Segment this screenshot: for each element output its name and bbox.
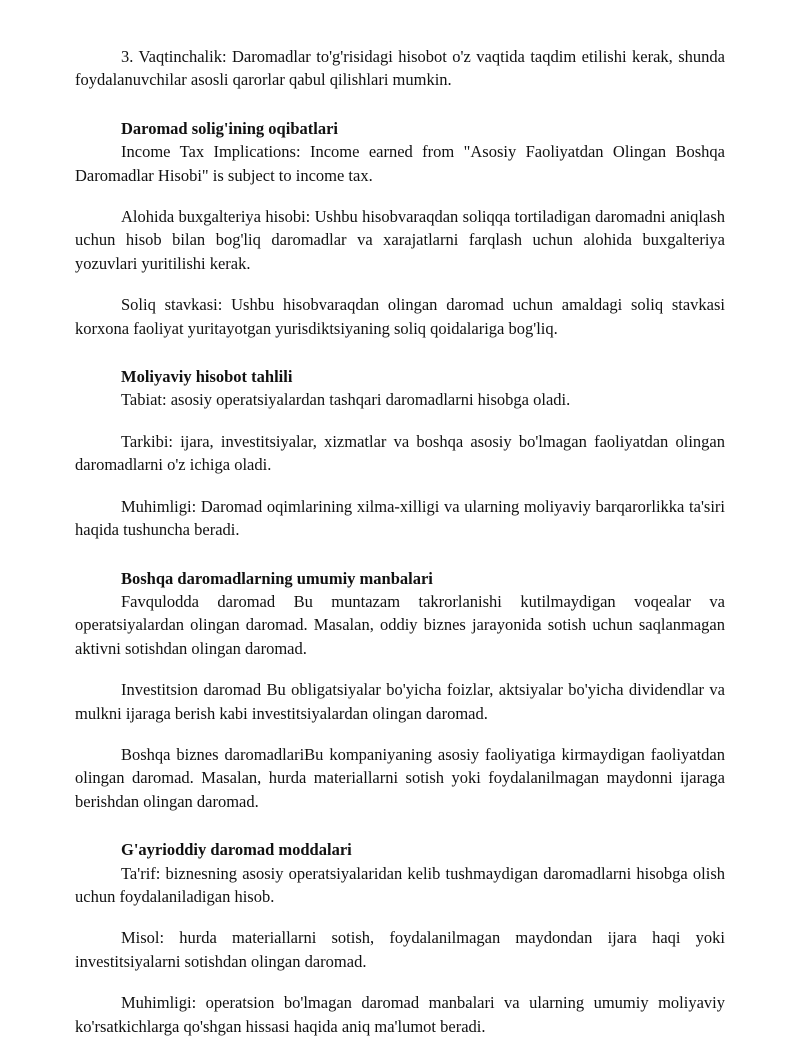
sources-heading: Boshqa daromadlarning umumiy manbalari: [121, 568, 433, 588]
tax-heading: Daromad solig'ining oqibatlari: [121, 118, 338, 138]
analysis-heading: Moliyaviy hisobot tahlili: [121, 367, 293, 387]
unusual-section: [75, 838, 725, 1038]
analysis-paragraph-1: Tabiat: asosiy operatsiyalardan tashqari daromadlarni hisobga oladi.: [121, 390, 571, 410]
sources-paragraph-3: Boshqa biznes daromadlariBu kompaniyaning asosiy faoliyatiga kirmaydigan faoliyatdan olingan daromad. Masalan, hurda materiallarni sotish yoki foydalanilmagan maydonni ijaraga berishdan olingan daromad.: [75, 744, 725, 811]
unusual-paragraph-3: Muhimligi: operatsion bo'lmagan daromad manbalari va ularning umumiy moliyaviy ko'rsatkichlarga qo'shgan hissasi haqida aniq ma'lumot beradi.: [75, 993, 725, 1036]
intro-paragraph: 3. Vaqtinchalik: Daromadlar to'g'risidagi hisobot o'z vaqtida taqdim etilishi kerak, shunda foydalanuvchilar asosli qarorlar qabul qilishlari mumkin.: [75, 47, 725, 90]
analysis-section: [75, 365, 725, 541]
tax-section: [75, 117, 725, 340]
tax-paragraph-1: Income Tax Implications: Income earned from "Asosiy Faoliyatdan Olingan Boshqa Daromadlar Hisobi" is subject to income tax.: [75, 142, 725, 185]
analysis-paragraph-2: Tarkibi: ijara, investitsiyalar, xizmatlar va boshqa asosiy bo'lmagan faoliyatdan olingan daromadlarni o'z ichiga oladi.: [75, 431, 725, 475]
sources-section: [75, 567, 725, 814]
unusual-paragraph-2: Misol: hurda materiallarni sotish, foydalanilmagan maydondan ijara haqi yoki investitsiyalarni sotishdan olingan daromad.: [75, 928, 725, 971]
sources-paragraph-1: Favqulodda daromad Bu muntazam takrorlanishi kutilmaydigan voqealar va operatsiyalardan olingan daromad. Masalan, oddiy biznes jarayonida sotish uchun saqlanmagan aktivni sotishdan olingan daromad.: [75, 591, 725, 658]
unusual-paragraph-1: Ta'rif: biznesning asosiy operatsiyalaridan kelib tushmaydigan daromadlarni hisobga olish uchun foydalaniladigan hisob.: [75, 863, 725, 906]
unusual-heading: G'ayrioddiy daromad moddalari: [121, 840, 352, 860]
analysis-paragraph-3: Muhimligi: Daromad oqimlarining xilma-xilligi va ularning moliyaviy barqarorlikka ta'siri haqida tushuncha beradi.: [75, 496, 725, 540]
tax-paragraph-2: Alohida buxgalteriya hisobi: Ushbu hisobvaraqdan soliqqa tortiladigan daromadni aniqlash uchun hisob bilan bog'liq daromadlar va xarajatlarni farqlash uchun alohida buxgalteriya yozuvlari yuritilishi kerak.: [75, 207, 725, 273]
sources-paragraph-2: Investitsion daromad Bu obligatsiyalar bo'yicha foizlar, aktsiyalar bo'yicha dividendlar va mulkni ijaraga berish kabi investitsiyalardan olingan daromad.: [75, 680, 725, 723]
tax-paragraph-3: Soliq stavkasi: Ushbu hisobvaraqdan olingan daromad uchun amaldagi soliq stavkasi korxona faoliyat yuritayotgan yurisdiktsiyaning soliq qoidalariga bog'liq.: [75, 295, 725, 338]
